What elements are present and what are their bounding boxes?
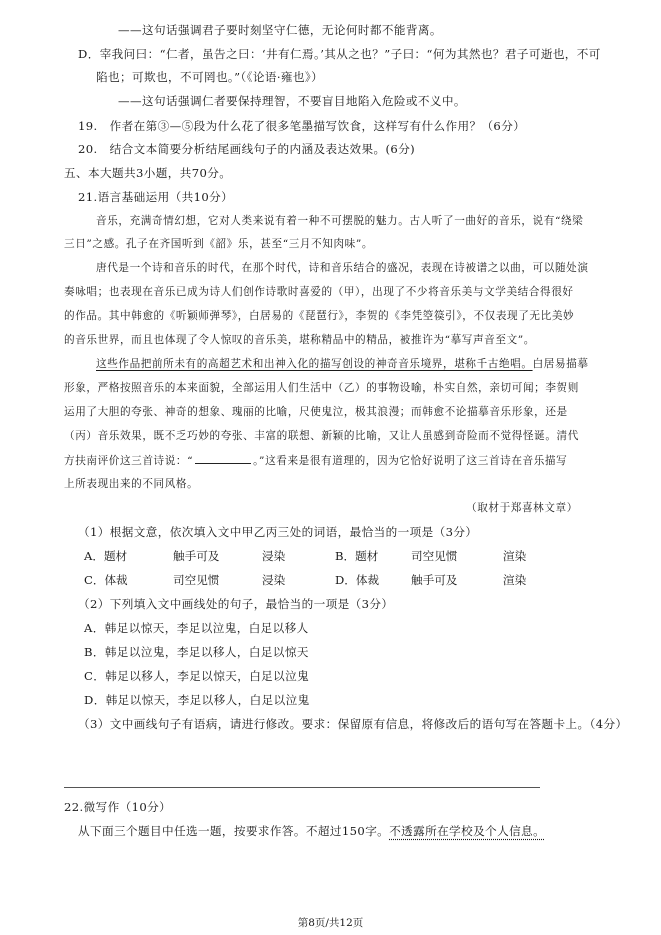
passage-p3-line-5-b: 。”这看来是很有道理的，因为它恰好说明了这三首诗在音乐描写 bbox=[253, 455, 568, 467]
sub1-option-d-label: D．体裁 bbox=[335, 573, 380, 587]
underlined-sentence: 这些作品把前所未有的高超艺术和出神入化的描写创设的神奇音乐境界，堪称千古绝唱。 bbox=[96, 358, 533, 370]
passage-p3-line-2: 形象，严格按照音乐的本来面貌，全部运用人们生活中（乙）的事物设喻，朴实自然，亲切可闻；李贺则 bbox=[64, 382, 579, 394]
sub2-option-c: C．韩足以移人，李足以惊天，白足以泣鬼 bbox=[84, 669, 310, 683]
passage-p3-line-6: 上所表现出来的不同风格。 bbox=[64, 478, 199, 490]
page-footer: 第8页/共12页 bbox=[297, 917, 364, 929]
sub1-option-b-label: B．题材 bbox=[335, 549, 379, 563]
sub1-option-d-word-2: 触手可及 bbox=[411, 573, 458, 587]
passage-p1-line-1: 音乐，充满奇情幻想，它对人类来说有着一种不可摆脱的魅力。古人听了一曲好的音乐，说有“绕梁 bbox=[96, 215, 584, 227]
passage-p2-line-1: 唐代是一个诗和音乐的时代，在那个时代，诗和音乐结合的盛况，表现在诗被谱之以曲，可以随处演 bbox=[96, 262, 589, 274]
question-22-instruction-a: 从下面三个题目中任选一题，按要求作答。不超过150字。 bbox=[78, 824, 390, 838]
question-19: 19. 作者在第③—⑤段为什么花了很多笔墨描写饮食，这样写有什么作用？（6分） bbox=[78, 119, 526, 133]
sub1-option-a-word-2: 触手可及 bbox=[173, 549, 220, 563]
passage-p3-line-5-a: 方扶南评价这三首诗说：“ bbox=[64, 455, 194, 467]
sub1-option-b-word-3: 渲染 bbox=[503, 549, 527, 563]
question-22-instruction-b: 不透露所在学校及个人信息。 bbox=[389, 824, 546, 838]
passage-p3-line-1-rest: 白居易描摹 bbox=[532, 358, 589, 370]
question-22-instruction bbox=[78, 823, 545, 839]
passage-p2-line-3: 的作品。其中韩愈的《听颖师弹琴》，白居易的《琵琶行》，李贺的《李凭箜篌引》，不仅表现了无比美妙 bbox=[64, 310, 575, 322]
sub2-option-d: D．韩足以惊天，李足以移人，白足以泣鬼 bbox=[84, 693, 310, 707]
sub-question-2: （2）下列填入文中画线处的句子，最恰当的一项是（3分） bbox=[78, 597, 394, 611]
section-5-heading: 五、本大题共3小题，共70分。 bbox=[64, 166, 232, 180]
sub1-option-d-word-3: 渲染 bbox=[503, 573, 527, 587]
passage-p3-line-3: 运用了大胆的夸张、神奇的想象、瑰丽的比喻，尺使鬼泣，极其浪漫；而韩愈不论描摹音乐形象，还是 bbox=[64, 406, 568, 418]
passage-p1-line-2: 三日”之感。孔子在齐国听到《韶》乐，甚至“三月不知肉味”。 bbox=[64, 238, 374, 250]
sub1-option-b-word-2: 司空见惯 bbox=[411, 549, 458, 563]
sub1-option-c-word-3: 浸染 bbox=[262, 573, 286, 587]
sub-question-1: （1）根据文意，依次填入文中甲乙丙三处的词语，最恰当的一项是（3分） bbox=[78, 525, 478, 539]
passage-source: （取材于郑喜林文章） bbox=[466, 502, 578, 514]
question-20: 20. 结合文本简要分析结尾画线句子的内涵及表达效果。(6分) bbox=[78, 142, 416, 156]
sub2-option-a: A．韩足以惊天，李足以泣鬼，白足以移人 bbox=[84, 621, 309, 635]
passage-p3-line-1 bbox=[96, 356, 589, 372]
option-d-conclusion: ——这句话强调仁者要保持理智，不要盲目地陷入危险或不义中。 bbox=[118, 94, 466, 108]
sub1-option-c-word-2: 司空见惯 bbox=[173, 573, 220, 587]
question-22-title: 22.微写作（10分） bbox=[64, 800, 172, 814]
option-d-line-1: D．宰我问曰：“仁者，虽告之曰：‘井有仁焉。’其从之也？”子曰：“何为其然也？君子可逝也，不可 bbox=[78, 47, 601, 61]
option-c-conclusion: ——这句话强调君子要时刻坚守仁德，无论何时都不能背离。 bbox=[118, 23, 442, 37]
fill-in-blank bbox=[195, 452, 251, 464]
sub-question-3: （3）文中画线句子有语病，请进行修改。要求：保留原有信息，将修改后的语句写在答题卡上。（4分） bbox=[78, 717, 628, 731]
question-21-title: 21.语言基础运用（共10分） bbox=[78, 190, 234, 204]
passage-p2-line-4: 的音乐世界，而且也体现了令人惊叹的音乐美，堪称精品中的精品，被推许为“摹写声音至文”。 bbox=[64, 334, 535, 346]
passage-p3-line-5 bbox=[64, 452, 567, 469]
sub1-option-a-word-3: 浸染 bbox=[262, 549, 286, 563]
passage-p3-line-4: （丙）音乐效果，既不乏巧妙的夸张、丰富的联想、新颖的比喻，又让人虽感到奇险而不觉得怪诞。清代 bbox=[64, 430, 579, 442]
answer-line bbox=[64, 787, 540, 788]
option-d-line-2: 陷也；可欺也，不可罔也。”（《论语·雍也》） bbox=[96, 70, 324, 84]
passage-p2-line-2: 奏咏唱；也表现在音乐已成为诗人们创作诗歌时喜爱的（甲），出现了不少将音乐美与文学美结合得很好 bbox=[64, 286, 574, 298]
sub2-option-b: B．韩足以泣鬼，李足以移人，白足以惊天 bbox=[84, 645, 309, 659]
sub1-option-a-label: A．题材 bbox=[84, 549, 128, 563]
sub1-option-c-label: C．体裁 bbox=[84, 573, 128, 587]
